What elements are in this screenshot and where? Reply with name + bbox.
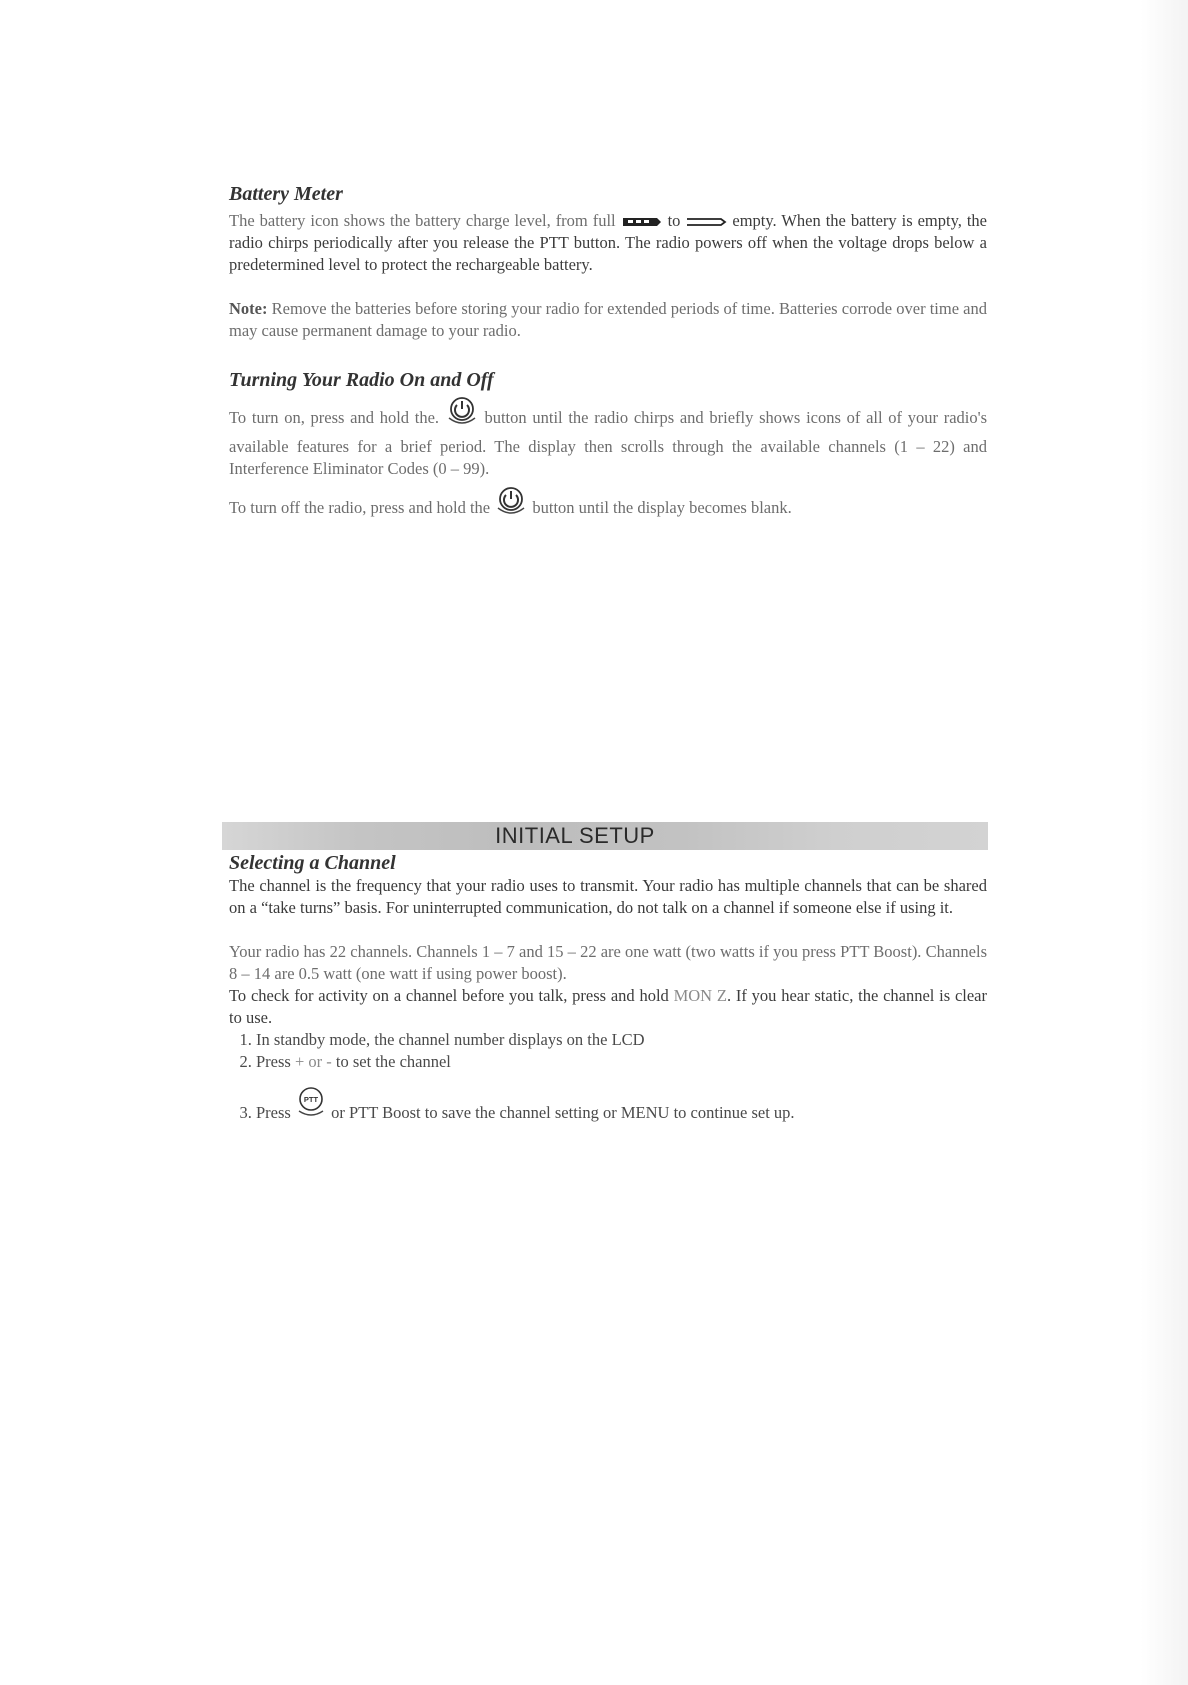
list-item: [256, 1029, 987, 1051]
step-2-a: Press: [256, 1052, 291, 1071]
battery-note: [229, 298, 987, 342]
battery-text-a: The battery icon shows the battery charge level, from full: [229, 211, 616, 230]
step-3-a: Press: [256, 1102, 291, 1122]
power-heading: Turning Your Radio On and Off: [229, 369, 494, 391]
power-off-text-a: To turn off the radio, press and hold the: [229, 497, 491, 517]
ptt-button-icon: [295, 1085, 327, 1119]
svg-text:PTT: PTT: [303, 1095, 319, 1104]
channel-p3-b: . If you hear static, the channel is clear to use.: [229, 986, 987, 1027]
list-item: [256, 1097, 987, 1131]
channel-paragraph-1: The channel is the frequency that your radio uses to transmit. Your radio has multiple channels that can be shared on a “take turns” basis. For uninterrupted communication, do not talk on a channel if someone else if using it.: [229, 876, 987, 917]
battery-full-icon: [621, 216, 663, 228]
initial-setup-title: INITIAL SETUP: [495, 823, 655, 848]
battery-text-b: to: [667, 211, 681, 230]
channel-steps-list: [229, 1029, 987, 1131]
step-3-b: or PTT Boost to save the channel setting or MENU to continue set up.: [331, 1102, 795, 1122]
channel-paragraph-2: Your radio has 22 channels. Channels 1 – 7 and 15 – 22 are one watt (two watts if you press PTT Boost). Channels 8 – 14 are 0.5 watt (one watt if using power boost).: [229, 942, 987, 983]
step-2-c: to set the channel: [335, 1052, 451, 1071]
step-2-b: + or -: [294, 1052, 332, 1071]
battery-meter-paragraph: [229, 210, 987, 276]
step-1-text: In standby mode, the channel number displays on the LCD: [256, 1030, 645, 1049]
channel-paragraph-3: [229, 985, 987, 1029]
channel-p3-a: To check for activity on a channel before you talk, press and hold: [229, 986, 669, 1005]
note-label: Note:: [229, 299, 268, 318]
power-on-paragraph: [229, 402, 987, 480]
selecting-channel-section: [229, 852, 987, 1131]
power-button-icon: [445, 394, 479, 428]
initial-setup-banner: [222, 822, 988, 850]
battery-text-c: empty. When the battery is empty, the radio chirps periodically after you release the PTT button. The radio powers off when the voltage drops below a predetermined level to protect the rechargeable battery.: [229, 211, 987, 274]
battery-meter-heading: Battery Meter: [229, 183, 343, 205]
power-button-icon: [494, 484, 528, 518]
note-text: Remove the batteries before storing your radio for extended periods of time. Batteries corrode over time and may cause permanent damage to your radio.: [229, 299, 987, 340]
power-on-text-b: button until the radio chirps and briefly shows icons of all of your radio's available features for a brief period. The display then scrolls through the available channels (1 – 22) and Interference Eliminator Codes (0 – 99).: [229, 407, 988, 478]
selecting-channel-heading: Selecting a Channel: [229, 852, 396, 874]
power-section: [229, 369, 987, 526]
power-off-text-b: button until the display becomes blank.: [532, 497, 792, 517]
power-off-paragraph: [229, 492, 987, 526]
mon-z-label: MON Z: [673, 986, 727, 1005]
battery-meter-section: [229, 183, 987, 342]
power-on-text-a: To turn on, press and hold the.: [229, 407, 440, 427]
battery-empty-icon: [685, 216, 727, 228]
list-item: [256, 1051, 987, 1073]
